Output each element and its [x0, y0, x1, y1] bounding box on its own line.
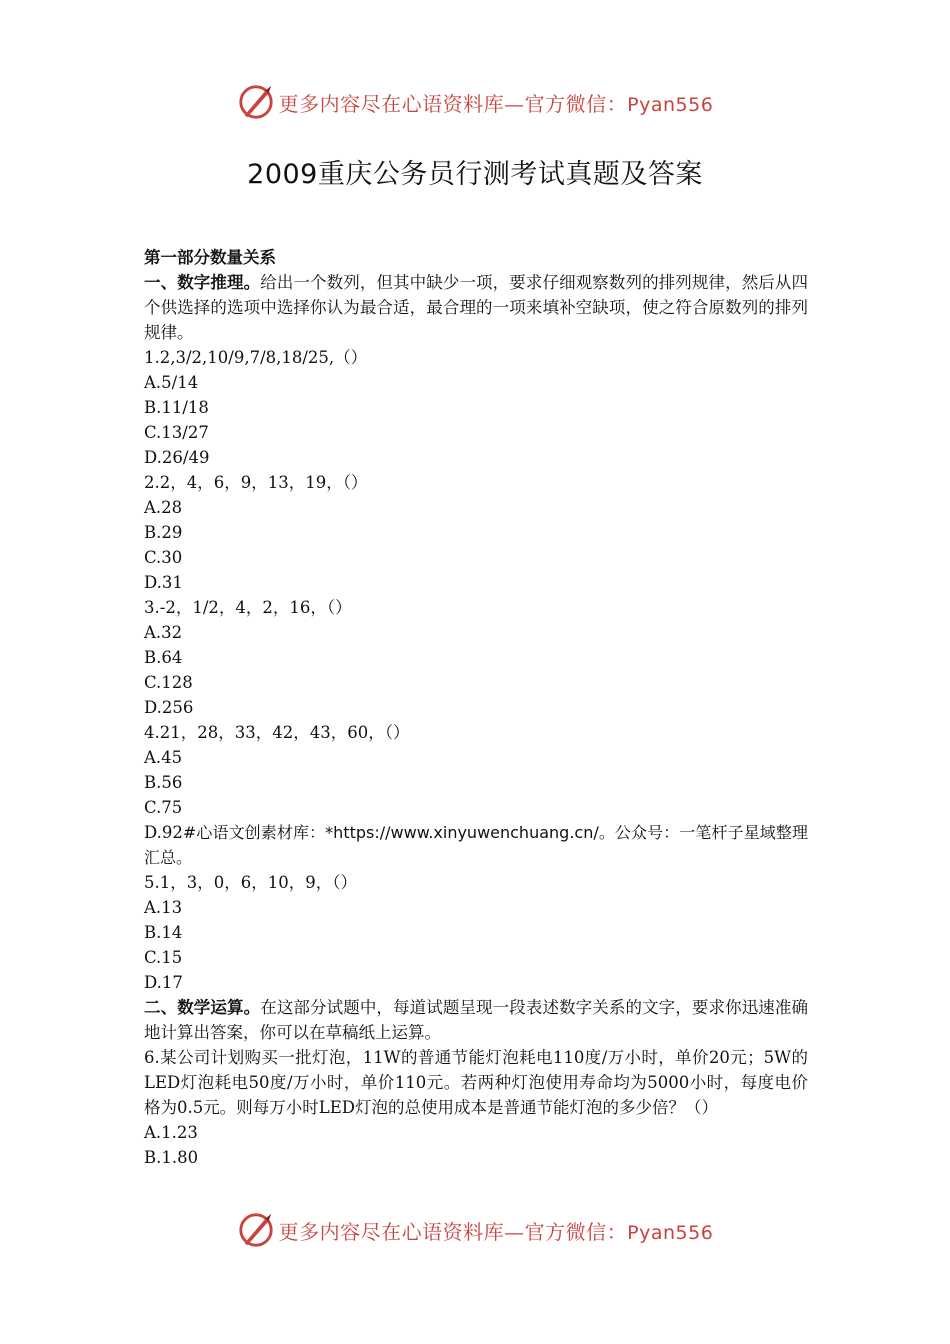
option: B.1.80 [144, 1148, 199, 1167]
question-stem: 6.某公司计划购买一批灯泡，11W的普通节能灯泡耗电110度/万小时，单价20元；5W的LED灯泡耗电50度/万小时，单价110元。若两种灯泡使用寿命均为5000小时，每度电价格为0.5元。则每万小时LED灯泡的总使用成本是普通节能灯泡的多少倍？（） [144, 1048, 808, 1117]
header-banner [0, 82, 950, 122]
question-stem: 4.21，28，33，42，43，60，（） [144, 723, 410, 742]
option: B.56 [144, 773, 183, 792]
question-stem: 1.2,3/2,10/9,7/8,18/25,（） [144, 348, 368, 367]
option: A.1.23 [144, 1123, 198, 1142]
option: B.29 [144, 523, 183, 542]
question-stem: 2.2，4，6，9，13，19，（） [144, 473, 368, 492]
section-label: 二、数学运算。 [144, 998, 261, 1017]
quill-logo-icon [237, 1211, 275, 1249]
section-intro [144, 270, 808, 345]
banner-wechat-id: Pyan556 [627, 1221, 714, 1244]
quill-logo-icon [237, 83, 275, 121]
option-with-note [144, 820, 808, 870]
option: C.13/27 [144, 423, 209, 442]
banner-wechat-id: Pyan556 [627, 93, 714, 116]
option: D.256 [144, 698, 194, 717]
section-text: 在这部分试题中，每道试题呈现一段表述数字关系的文字，要求你迅速准确地计算出答案，你可以在草稿纸上运算。 [144, 998, 809, 1042]
option: C.128 [144, 673, 193, 692]
option: A.32 [144, 623, 183, 642]
inline-note: #心语文创素材库：*https://www.xinyuwenchuang.cn/。公众号：一笔杆子星域整理汇总。 [144, 823, 808, 867]
option: A.45 [144, 748, 183, 767]
section-intro [144, 995, 808, 1045]
option: C.15 [144, 948, 183, 967]
option: D.92 [144, 823, 183, 842]
option: D.17 [144, 973, 183, 992]
document-body [144, 245, 808, 1170]
option: A.13 [144, 898, 183, 917]
banner-text: 更多内容尽在心语资料库—官方微信：Pyan556 [278, 91, 714, 116]
section-text: 给出一个数列，但其中缺少一项，要求仔细观察数列的排列规律，然后从四个供选择的选项中选择你认为最合适，最合理的一项来填补空缺项，使之符合原数列的排列规律。 [144, 273, 809, 342]
page-title: 2009重庆公务员行测考试真题及答案 [247, 159, 703, 190]
banner-text: 更多内容尽在心语资料库—官方微信：Pyan556 [278, 1219, 714, 1244]
question-stem: 5.1，3，0，6，10，9，（） [144, 873, 357, 892]
option: D.26/49 [144, 448, 210, 467]
option: D.31 [144, 573, 183, 592]
option: C.75 [144, 798, 183, 817]
option: B.14 [144, 923, 183, 942]
section-label: 一、数字推理。 [144, 273, 261, 292]
part-heading: 第一部分数量关系 [144, 248, 276, 267]
question-stem: 3.-2，1/2，4，2，16，（） [144, 598, 352, 617]
option: B.11/18 [144, 398, 209, 417]
option: A.5/14 [144, 373, 199, 392]
footer-banner [0, 1210, 950, 1250]
option: C.30 [144, 548, 183, 567]
option: A.28 [144, 498, 183, 517]
option: B.64 [144, 648, 183, 667]
